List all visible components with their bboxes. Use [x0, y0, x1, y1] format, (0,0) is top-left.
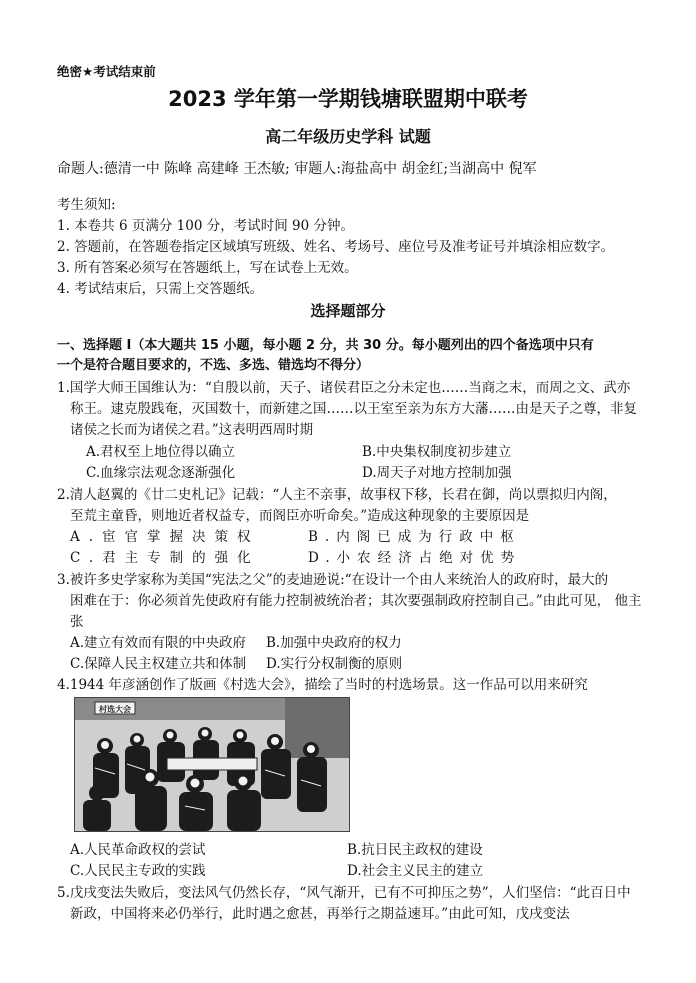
- notice-item: 3. 所有答案必须写在答题纸上，写在试卷上无效。: [57, 260, 358, 276]
- question-1-option-a[interactable]: A.君权至上地位得以确立: [86, 444, 236, 460]
- question-3-text: 3.被许多史学家称为美国“宪法之父”的麦迪逊说:“在设计一个由人来统治人的政府时，最大的: [57, 572, 609, 588]
- question-3-option-d[interactable]: D.实行分权制衡的原则: [266, 656, 403, 672]
- question-4-text: 4.1944 年彦涵创作了版画《村选大会》，描绘了当时的村选场景。这一作品可以用来研究: [57, 677, 588, 693]
- exam-subtitle: 高二年级历史学科 试题: [265, 127, 431, 146]
- question-1-option-b[interactable]: B.中央集权制度初步建立: [362, 444, 512, 460]
- instructions-line: 一个是符合题目要求的，不选、多选、错选均不得分）: [57, 358, 370, 373]
- question-2-text: 至荒主童昏，则地近者权益专，而阁臣亦听命矣。”造成这种现象的主要原因是: [70, 508, 530, 524]
- question-3-text: 张: [70, 614, 84, 630]
- question-1-text: 诸侯之长而为诸侯之君。”这表明西周时期: [70, 422, 314, 438]
- question-1-option-d[interactable]: D.周天子对地方控制加强: [362, 465, 512, 481]
- question-4-option-a[interactable]: A.人民革命政权的尝试: [70, 842, 206, 858]
- secret-mark: 绝密★考试结束前: [57, 64, 156, 79]
- exam-title: 2023 学年第一学期钱塘联盟期中联考: [168, 87, 528, 111]
- question-1-text: 1.国学大师王国维认为：“自殷以前，天子、诸侯君臣之分未定也……当商之末，而周之文、武亦: [57, 380, 631, 396]
- question-4-option-d[interactable]: D.社会主义民主的建立: [347, 863, 484, 879]
- question-5-text: 新政，中国将来必仍举行，此时遇之愈甚，再举行之期益速耳。”由此可知，戊戌变法: [70, 906, 570, 922]
- question-1-text: 称王。逮克殷践奄，灭国数十，而新建之国……以王室至亲为东方大藩……由是天子之尊，非复: [70, 401, 637, 417]
- question-2-option-c[interactable]: C.君主专制的强化: [70, 550, 260, 566]
- section-title: 选择题部分: [310, 302, 386, 320]
- notice-heading: 考生须知:: [57, 197, 116, 213]
- banner-text: 村选大会: [99, 704, 131, 714]
- question-5-text: 5.戊戌变法失败后，变法风气仍然长存，“风气渐开，已有不可抑压之势”，人们坚信：“此百日中: [57, 885, 631, 901]
- authors-line: 命题人:德清一中 陈峰 高建峰 王杰敏; 审题人:海盐高中 胡金红;当湖高中 倪军: [57, 161, 537, 177]
- question-4-option-b[interactable]: B.抗日民主政权的建设: [347, 842, 483, 858]
- question-3-option-c[interactable]: C.保障人民主权建立共和体制: [70, 656, 247, 672]
- notice-item: 2. 答题前，在答题卷指定区域填写班级、姓名、考场号、座位号及准考证号并填涂相应数字。: [57, 239, 615, 255]
- woodcut-image: [74, 697, 350, 832]
- question-2-option-b[interactable]: B.内阁已成为行政中枢: [308, 529, 521, 545]
- question-2-option-a[interactable]: A.宦官掌握决策权: [70, 529, 260, 545]
- question-1-option-c[interactable]: C.血缘宗法观念逐渐强化: [86, 465, 236, 481]
- instructions-line: 一、选择题 I（本大题共 15 小题，每小题 2 分，共 30 分。每小题列出的四个备选项中只有: [57, 338, 594, 353]
- notice-item: 4. 考试结束后，只需上交答题纸。: [57, 281, 264, 297]
- question-3-text: 困难在于：你必须首先使政府有能力控制被统治者；其次要强制政府控制自己。”由此可见， 他主: [70, 593, 642, 609]
- question-4-option-c[interactable]: C.人民民主专政的实践: [70, 863, 206, 879]
- question-3-option-b[interactable]: B.加强中央政府的权力: [266, 635, 402, 651]
- question-3-option-a[interactable]: A.建立有效而有限的中央政府: [70, 635, 247, 651]
- question-2-option-d[interactable]: D.小农经济占绝对优势: [308, 550, 522, 566]
- question-2-text: 2.清人赵翼的《廿二史札记》记载：“人主不亲事，故事权下移，长君在御，尚以票拟归内阁，: [57, 487, 617, 503]
- notice-item: 1. 本卷共 6 页满分 100 分，考试时间 90 分钟。: [57, 218, 354, 234]
- woodcut-illustration: [75, 698, 349, 831]
